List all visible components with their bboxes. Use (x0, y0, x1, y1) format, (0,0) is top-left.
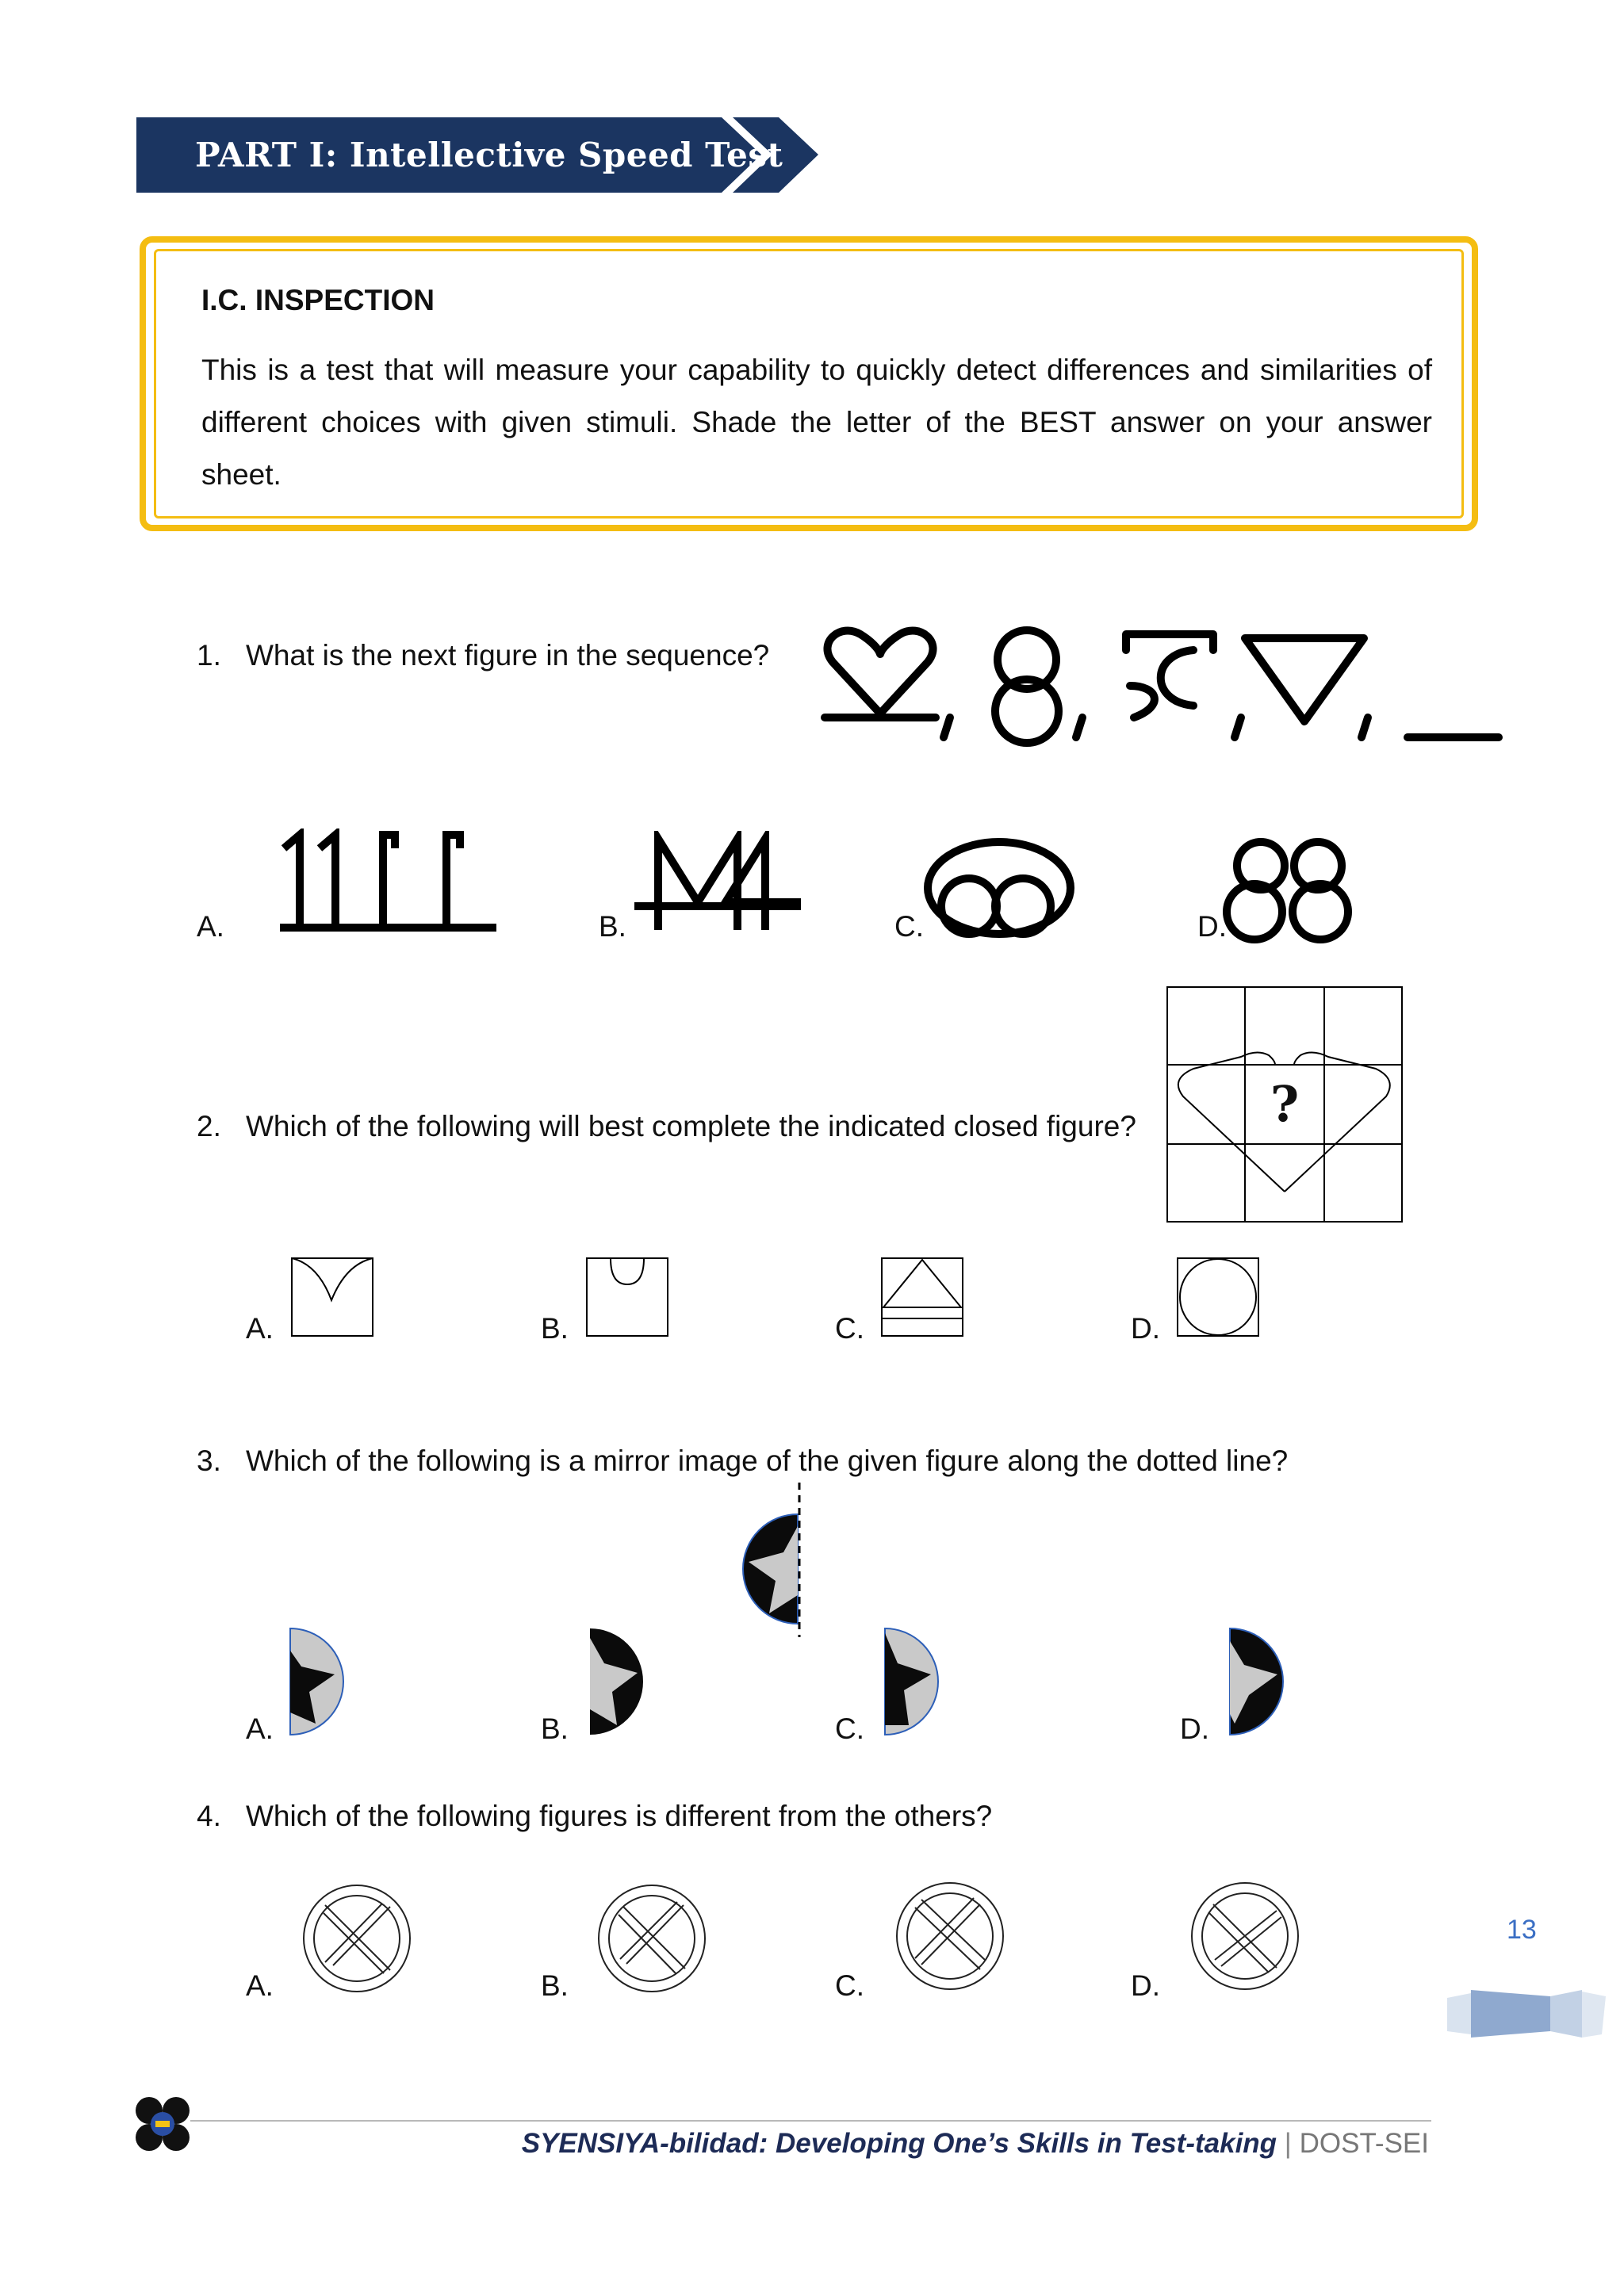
q4-option-a-label[interactable]: A. (246, 1969, 274, 2002)
footer-org: DOST-SEI (1299, 2128, 1429, 2159)
q2-option-d-figure (1176, 1257, 1260, 1337)
q4-option-d-label[interactable]: D. (1131, 1969, 1160, 2002)
q2-option-b-label[interactable]: B. (541, 1312, 569, 1345)
q3-option-b-figure (585, 1627, 649, 1738)
instructions-body: This is a test that will measure your capability to quickly detect differences and similarities of different choices with given stimuli. Shade the letter of the BEST answer on your answer sheet. (201, 354, 1432, 491)
question-2 (197, 1110, 1136, 1143)
q2-option-d-label[interactable]: D. (1131, 1312, 1160, 1345)
q1-option-d-figure (1221, 836, 1360, 943)
q2-option-a-figure (290, 1257, 374, 1337)
q2-grid-figure (1166, 985, 1404, 1223)
q3-option-a-figure (285, 1627, 349, 1738)
q4-option-c-label[interactable]: C. (835, 1969, 864, 2002)
q3-option-d-figure (1225, 1627, 1289, 1738)
banner-title: PART I: Intellective Speed Test (195, 136, 783, 174)
page-ribbon-decoration (1447, 1982, 1606, 2045)
q2-question-mark: ? (1270, 1075, 1300, 1133)
question-number: 3. (197, 1445, 221, 1477)
footer-title: SYENSIYA-bilidad: Developing One’s Skills in Test-taking (521, 2128, 1277, 2159)
instructions-title: I.C. INSPECTION (201, 284, 435, 316)
footer-divider (190, 2120, 1431, 2122)
footer (522, 2128, 1429, 2160)
q2-option-c-figure (880, 1257, 964, 1337)
q2-option-c-label[interactable]: C. (835, 1312, 864, 1345)
part-banner (136, 117, 818, 193)
question-text: Which of the following figures is different from the others? (246, 1800, 993, 1832)
page-number: 13 (1507, 1915, 1537, 1945)
question-text: Which of the following will best complete the indicated closed figure? (246, 1110, 1136, 1142)
q1-option-b-figure (630, 831, 805, 934)
q1-option-c-label[interactable]: C. (894, 910, 924, 943)
q3-option-c-label[interactable]: C. (835, 1712, 864, 1745)
q4-option-b-label[interactable]: B. (541, 1969, 569, 2002)
q1-option-d-label[interactable]: D. (1197, 910, 1227, 943)
q3-option-c-figure (880, 1627, 944, 1738)
q1-sequence-figure (817, 618, 1507, 753)
q4-option-b-figure (596, 1883, 707, 1994)
q1-option-a-label[interactable]: A. (197, 910, 224, 943)
question-number: 2. (197, 1110, 221, 1142)
q3-given-figure (737, 1483, 801, 1637)
question-1 (197, 639, 769, 672)
question-number: 1. (197, 639, 221, 672)
question-3 (197, 1445, 1288, 1478)
footer-separator: | (1284, 2128, 1292, 2159)
q3-option-a-label[interactable]: A. (246, 1712, 274, 1745)
instructions-box (140, 236, 1478, 531)
q3-option-b-label[interactable]: B. (541, 1712, 569, 1745)
q4-option-d-figure (1189, 1881, 1300, 1992)
q1-option-b-label[interactable]: B. (599, 910, 626, 943)
q2-option-b-figure (585, 1257, 669, 1337)
q3-option-d-label[interactable]: D. (1180, 1712, 1209, 1745)
question-number: 4. (197, 1800, 221, 1832)
question-4 (197, 1800, 992, 1833)
question-text: What is the next figure in the sequence? (246, 639, 770, 672)
dost-logo (133, 2095, 192, 2153)
q2-option-a-label[interactable]: A. (246, 1312, 274, 1345)
q1-option-c-figure (920, 836, 1078, 939)
q1-option-a-figure (276, 828, 498, 936)
q4-option-c-figure (894, 1881, 1005, 1992)
q4-option-a-figure (301, 1883, 412, 1994)
question-text: Which of the following is a mirror image of the given figure along the dotted line? (246, 1445, 1289, 1477)
